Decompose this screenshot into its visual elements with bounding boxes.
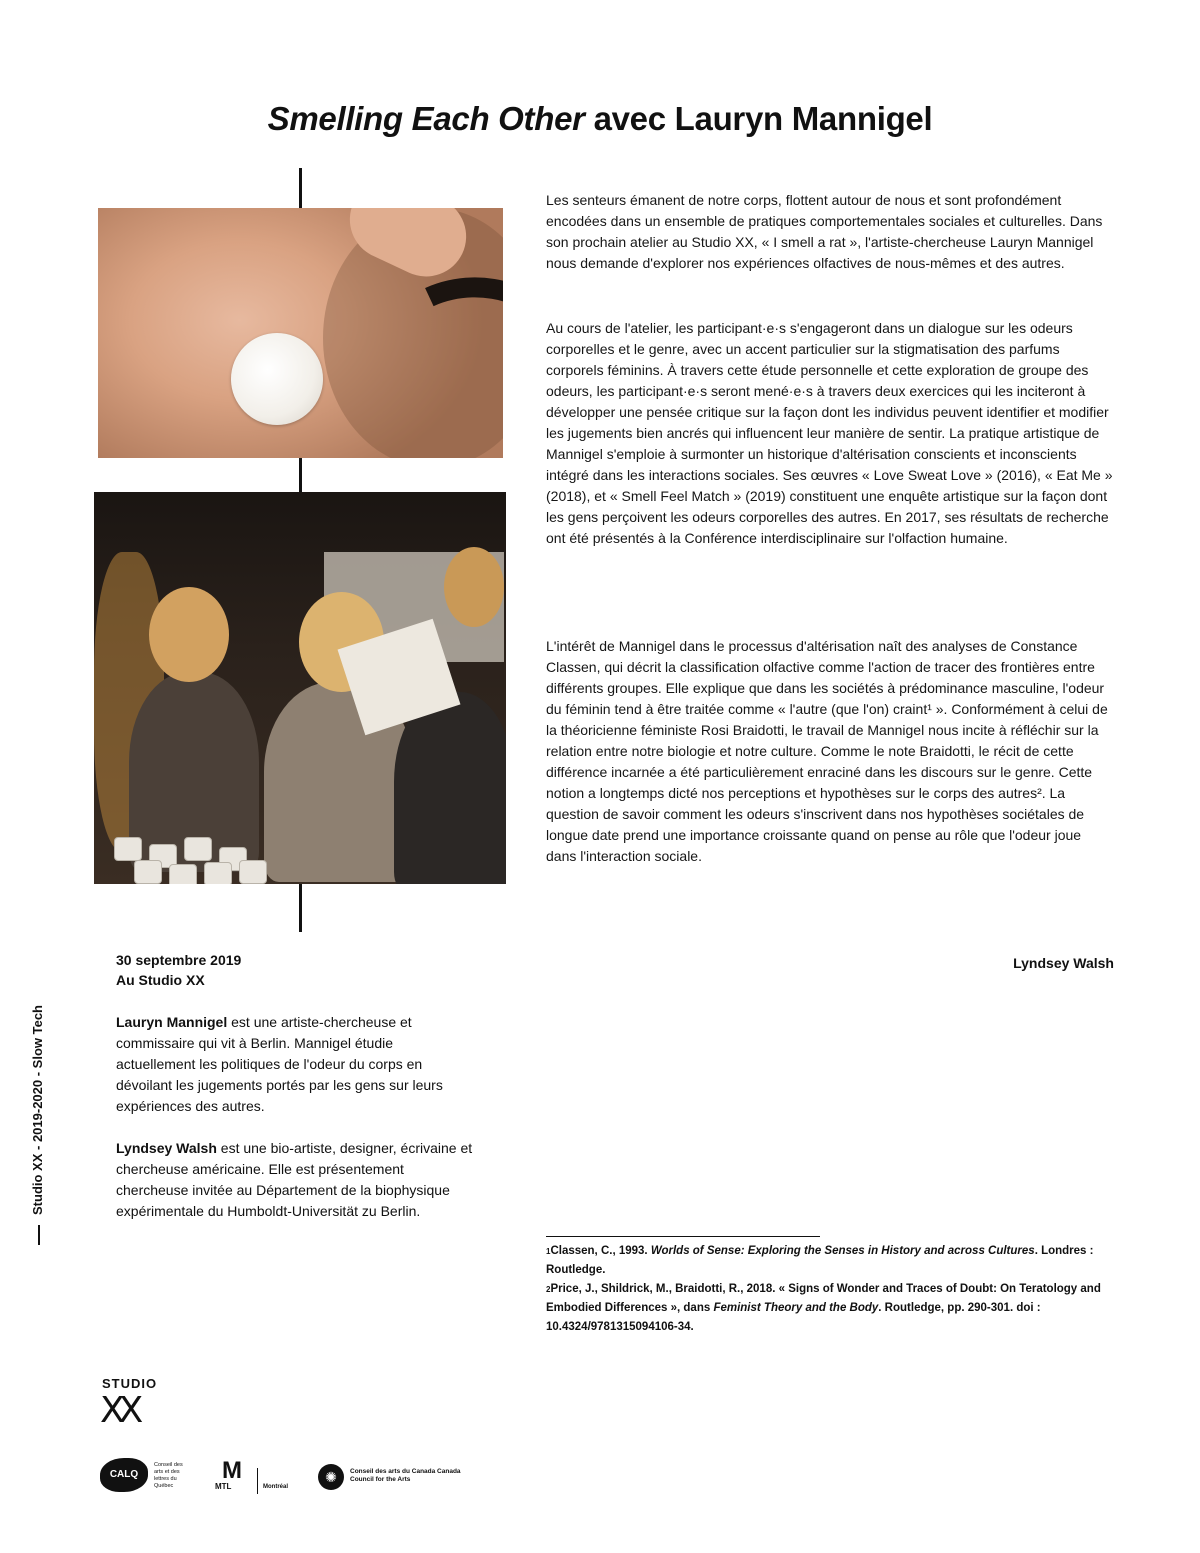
- side-label: [30, 1005, 45, 1245]
- event-info: [116, 950, 241, 990]
- article-signature: Lyndsey Walsh: [1013, 955, 1114, 971]
- bio-lyndsey-walsh: [116, 1138, 476, 1222]
- bottom-connector-line: [299, 884, 302, 932]
- event-venue: Au Studio XX: [116, 972, 205, 988]
- photo-armpit-cotton-pad: [98, 208, 503, 458]
- canada-council-logo-text: Conseil des arts du Canada Canada Council for the Arts: [350, 1468, 461, 1483]
- event-date: 30 septembre 2019: [116, 952, 242, 968]
- middle-connector-line: [299, 458, 302, 492]
- bio-text: est une bio-artiste, designer, écrivaine et chercheuse américaine. Elle est présentement chercheuse invitée au Département de la biophysique expérimentale du Humboldt-Universität zu Berlin.: [116, 1140, 473, 1219]
- top-connector-line: [299, 168, 302, 208]
- montreal-logo-text: Montréal: [263, 1484, 289, 1490]
- side-label-text: Studio XX - 2019-2020 - Slow Tech: [30, 1005, 45, 1215]
- page-title: [0, 100, 1200, 138]
- montreal-logo-divider: [257, 1468, 258, 1494]
- title-rest: avec Lauryn Mannigel: [584, 100, 933, 137]
- bio-lauryn-mannigel: [116, 1012, 476, 1117]
- article-paragraph-3: L'intérêt de Mannigel dans le processus d'altérisation naît des analyses de Constance Classen, qui décrit la classification olfactive comme l'action de tracer des frontières entre différents groupes. Elle explique que dans les sociétés à prédominance masculine, l'odeur du féminin tend à être traitée comme « l'autre (que l'on) craint¹ ». Conformément à celui de la théoricienne féministe Rosi Braidotti, le travail de Mannigel nous incite à réfléchir sur la relation entre notre biologie et notre culture. Comme le note Braidotti, le récit de cette différence incarnée a été particulièrement enraciné dans les discours sur le genre. Cette notion a longtemps dicté nos perceptions et hypothèses sur le corps des autres². La question de savoir comment les odeurs s'inscrivent dans nos hypothèses sociétales de longue date prend une importance croissante quand on pense au rôle que l'odeur joue dans l'interaction sociale.: [546, 638, 1108, 864]
- photo-workshop-participants: [94, 492, 506, 884]
- title-italic: Smelling Each Other: [267, 100, 585, 137]
- montreal-logo-sub: MTL: [215, 1482, 232, 1491]
- bio-text: est une artiste-chercheuse et commissaire qui vit à Berlin. Mannigel étudie actuellement les politiques de l'odeur du corps en dévoilant les jugements portés par les gens sur leurs expériences des autres.: [116, 1014, 443, 1114]
- calq-logo-text: Conseil des arts et des lettres du Québec: [154, 1462, 183, 1489]
- studio-xx-logo-mark: XX: [100, 1390, 138, 1431]
- footnote-2: $^2$Price, J., Shildrick, M., Braidotti, R., 2018. « Signs of Wonder and Traces of Doubt: On Teratology and Embodied Differences », dans Feminist Theory and the Body. Routledge, pp. 290-301. doi : 10.4324/9781315094106-34.: [546, 1283, 1101, 1333]
- footnote-1: $^1$Classen, C., 1993. Worlds of Sense: Exploring the Senses in History and across Cultures. Londres : Routledge.: [546, 1245, 1094, 1276]
- montreal-logo-mark: M: [222, 1457, 242, 1484]
- bio-name: Lauryn Mannigel: [116, 1014, 228, 1030]
- bio-name: Lyndsey Walsh: [116, 1140, 217, 1156]
- canada-council-logo-icon: ✺: [318, 1464, 344, 1490]
- studio-xx-logo-word: STUDIO: [102, 1376, 158, 1391]
- article-paragraph-1: Les senteurs émanent de notre corps, flottent autour de nous et sont profondément encodées dans un ensemble de pratiques comportementales sociales et culturelles. Dans son prochain atelier au Studio XX, « I smell a rat », l'artiste-chercheuse Lauryn Mannigel nous demande d'explorer nos expériences olfactives de nous-mêmes et des autres.: [546, 192, 1103, 271]
- footnote-divider: [546, 1236, 820, 1237]
- side-label-line: [38, 1225, 40, 1245]
- footnotes: [546, 1242, 1114, 1337]
- article-paragraph-2: Au cours de l'atelier, les participant·e·s s'engageront dans un dialogue sur les odeurs corporelles et le genre, avec un accent particulier sur la stigmatisation des parfums corporels féminins. À travers cette étude personnelle et cette exploration de groupe des odeurs, les participant·e·s seront mené·e·s à travers deux exercices qui les inciteront à développer une pensée critique sur la façon dont les individus peuvent identifier et modifier les jugements bien ancrés qui influencent leur manière de sentir. La pratique artistique de Mannigel s'emploie à surmonter un historique d'altérisation conscients et inconscients intégré dans les interactions sociales. Ses œuvres « Love Sweat Love » (2016), « Eat Me » (2018), et « Smell Feel Match » (2019) constituent une enquête artistique sur la façon dont les gens perçoivent les odeurs corporelles des autres. En 2017, ses résultats de recherche ont été présentés à la Conférence interdisciplinaire sur l'olfaction humaine.: [546, 320, 1113, 546]
- calq-logo: CALQ: [100, 1458, 148, 1492]
- sponsor-logos: [100, 1458, 480, 1498]
